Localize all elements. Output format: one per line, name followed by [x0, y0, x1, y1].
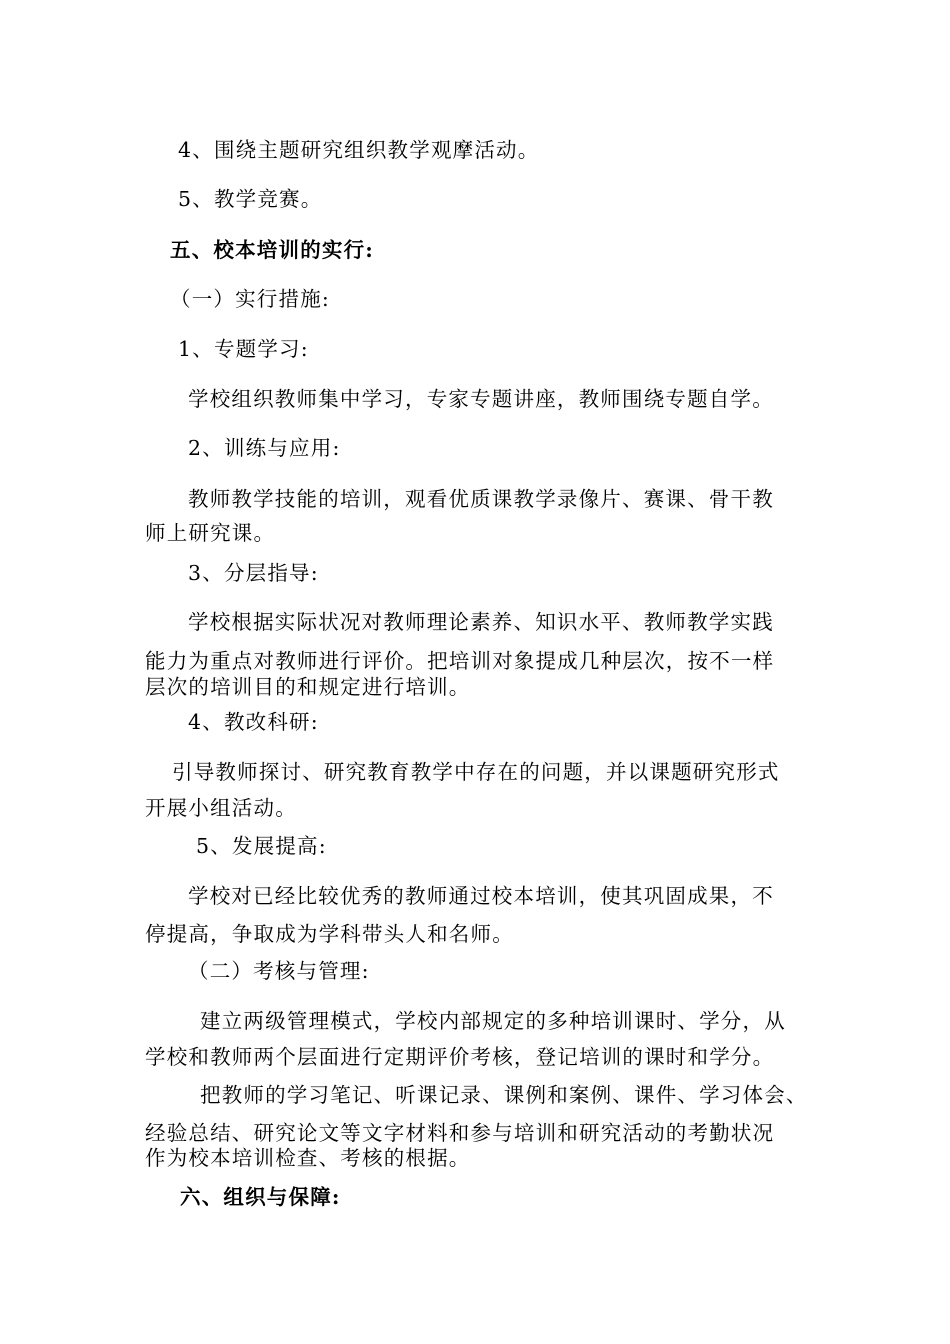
paragraph-line: 把教师的学习笔记、听课记录、课例和案例、课件、学习体会、: [200, 1083, 808, 1107]
paragraph-line: 开展小组活动。: [145, 796, 297, 820]
paragraph-line: 能力为重点对教师进行评价。把培训对象提成几种层次，按不一样: [145, 649, 775, 673]
paragraph-line: 经验总结、研究论文等文字材料和参与培训和研究活动的考勤状况: [145, 1121, 775, 1145]
paragraph-line: 学校和教师两个层面进行定期评价考核，登记培训的课时和学分。: [145, 1045, 775, 1069]
subsection-heading-1: （一）实行措施:: [170, 287, 331, 311]
item-heading-3: 3、分层指导:: [188, 561, 319, 585]
paragraph-line: 建立两级管理模式，学校内部规定的多种培训课时、学分，从: [200, 1009, 786, 1033]
paragraph-line: 层次的培训目的和规定进行培训。: [145, 675, 471, 699]
section-heading-5: 五、校本培训的实行:: [170, 238, 375, 262]
paragraph-line: 学校组织教师集中学习，专家专题讲座，教师围绕专题自学。: [188, 387, 774, 411]
list-item-4: 4、围绕主题研究组织教学观摩活动。: [178, 138, 540, 162]
paragraph-line: 师上研究课。: [145, 521, 276, 545]
paragraph-line: 引导教师探讨、研究教育教学中存在的问题，并以课题研究形式: [172, 760, 780, 784]
item-heading-1: 1、专题学习:: [178, 337, 309, 361]
paragraph-line: 教师教学技能的培训，观看优质课教学录像片、赛课、骨干教: [188, 487, 774, 511]
item-heading-2: 2、训练与应用:: [188, 436, 341, 460]
paragraph-line: 停提高，争取成为学科带头人和名师。: [145, 922, 514, 946]
paragraph-line: 学校根据实际状况对教师理论素养、知识水平、教师教学实践: [188, 610, 774, 634]
list-item-5: 5、教学竞赛。: [178, 187, 323, 211]
paragraph-line: 作为校本培训检查、考核的根据。: [145, 1146, 471, 1170]
section-heading-6: 六、组织与保障:: [180, 1185, 341, 1209]
item-heading-5: 5、发展提高:: [196, 834, 327, 858]
subsection-heading-2: （二）考核与管理:: [188, 959, 370, 983]
item-heading-4: 4、教改科研:: [188, 710, 319, 734]
paragraph-line: 学校对已经比较优秀的教师通过校本培训，使其巩固成果，不: [188, 884, 774, 908]
